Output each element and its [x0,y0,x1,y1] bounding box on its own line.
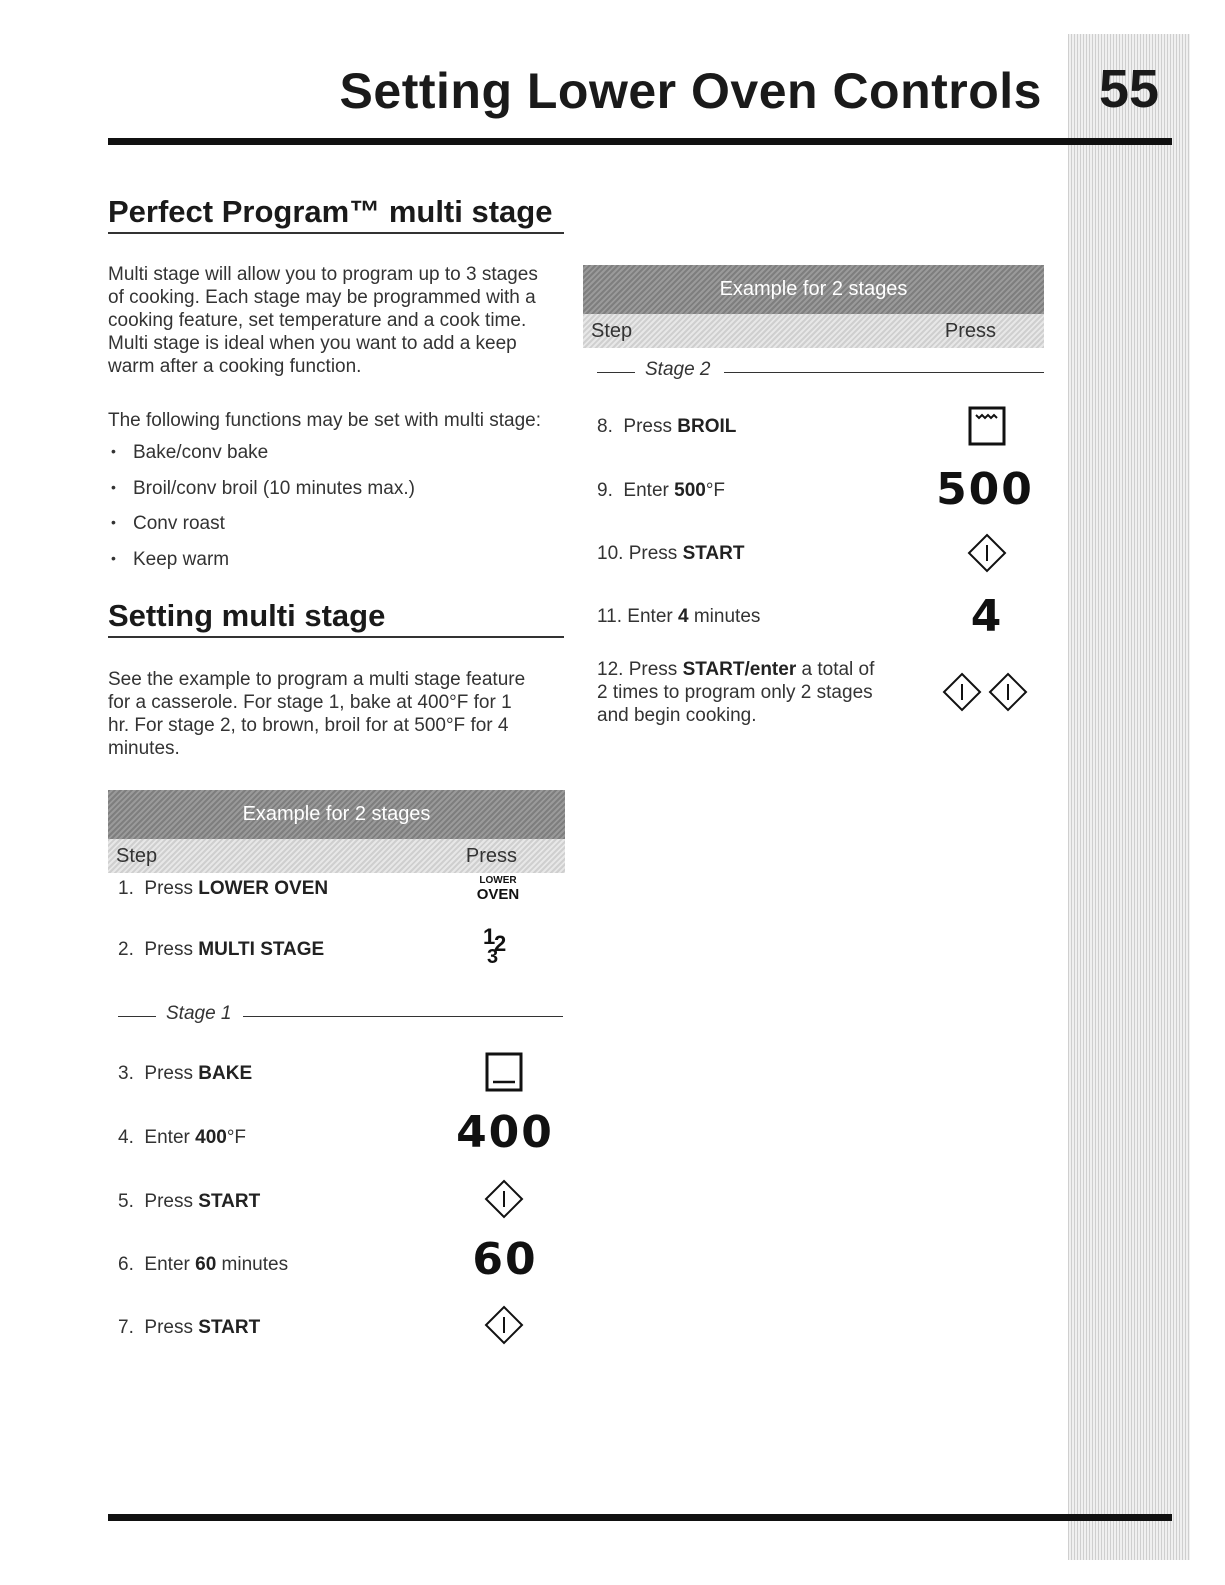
temperature-display: 500 [936,464,1034,515]
divider-line [118,1016,156,1017]
step-verb: Enter [623,480,669,501]
lower-oven-key-line2: OVEN [476,886,520,903]
example-table-stage-2 [583,265,1044,348]
step-row [597,543,744,565]
step-verb: Press [144,1317,193,1338]
stage-1-divider [118,1003,563,1026]
multi-stage-digit: 2 [494,931,507,956]
step-number: 5. [118,1191,134,1212]
start-key-icon [484,1179,524,1219]
step-key: 400 [195,1127,227,1148]
intro-line: cooking feature, set temperature and a cook time. [108,310,527,331]
list-item [108,513,568,549]
step-verb: Press [144,1063,193,1084]
intro-line: Multi stage is ideal when you want to add a keep [108,333,517,354]
lower-oven-key-line1: LOWER [479,875,517,886]
step-number: 10. [597,543,624,564]
step-key: START/enter [682,659,797,680]
intro-line: of cooking. Each stage may be programmed with a [108,287,536,308]
step-row [597,480,725,502]
step-row [118,1317,260,1339]
table-header: Example for 2 stages [108,790,565,839]
example-line: hr. For stage 2, to brown, broil for at 500°F for 4 [108,715,509,736]
step-number: 4. [118,1127,134,1148]
step-key: LOWER OVEN [198,878,329,899]
function-label: Conv roast [133,513,225,534]
example-paragraph [108,668,563,760]
broil-key-icon [968,406,1006,446]
step-column-header: Step [116,845,158,867]
function-label: Bake/conv bake [133,442,269,463]
table-header: Example for 2 stages [583,265,1044,314]
step-verb: Press [628,659,678,680]
step-verb: Enter [144,1254,190,1275]
step-verb: Press [144,1191,193,1212]
step-number: 2. [118,939,134,960]
bullet-icon: • [111,478,116,495]
step-line: 2 times to program only 2 stages [597,682,873,703]
intro-line: Multi stage will allow you to program up to 3 stages [108,264,538,285]
list-item [108,478,568,514]
step-suffix: minutes [688,606,761,627]
start-key-icon [967,533,1007,573]
bullet-icon: • [111,514,116,530]
divider-line [243,1016,563,1017]
step-row [597,658,917,727]
step-number: 11. [597,606,623,627]
start-key-icon [942,672,982,712]
start-key-icon [484,1305,524,1345]
bullet-icon: • [111,549,116,566]
step-row [118,939,324,961]
step-key: START [198,1317,261,1338]
top-divider [108,138,1172,145]
multi-stage-key-icon [483,924,523,970]
step-line [597,658,917,681]
function-label: Keep warm [133,548,230,570]
step-row [597,416,736,438]
divider-line [724,372,1044,373]
function-label: Broil/conv broil (10 minutes max.) [133,477,415,499]
time-display: 4 [970,591,1004,642]
step-key: START [682,543,745,564]
step-verb: Press [623,416,672,437]
step-column-header: Step [591,320,633,342]
step-suffix: °F [705,480,726,501]
step-number: 8. [597,416,613,437]
start-key-icon [988,672,1028,712]
step-number: 3. [118,1063,134,1084]
step-suffix: °F [226,1127,247,1148]
stage-label: Stage 2 [645,359,711,380]
step-key: BAKE [198,1063,253,1084]
step-row [118,1191,260,1213]
step-verb: Press [144,878,193,899]
intro-paragraph [108,263,568,378]
lower-oven-key [468,874,528,902]
temperature-display: 400 [456,1107,554,1158]
step-number: 7. [118,1317,134,1338]
step-key: MULTI STAGE [198,939,325,960]
step-key: 60 [195,1254,217,1275]
step-verb: Enter [627,606,673,627]
bullet-icon: • [111,443,116,459]
press-column-header: Press [465,845,517,867]
multi-stage-digit: 1 [483,924,496,949]
step-number: 12. [597,659,624,680]
table-column-headers [108,839,565,873]
step-verb: Press [628,543,678,564]
example-line: See the example to program a multi stage feature [108,669,526,690]
setting-multi-stage-heading: Setting multi stage [108,598,564,638]
step-row [118,1063,252,1085]
step-verb: Press [144,939,193,960]
step-key: 500 [674,480,706,501]
page-title: Setting Lower Oven Controls [339,63,1042,119]
multi-stage-digit: 3 [487,946,499,968]
list-item [108,442,568,478]
step-suffix: minutes [216,1254,289,1275]
step-number: 6. [118,1254,134,1275]
stage-2-divider [597,359,1044,382]
divider-line [597,372,635,373]
bake-key-icon [485,1052,523,1092]
step-row [118,1254,288,1276]
stage-label: Stage 1 [166,1003,232,1024]
intro-line: warm after a cooking function. [108,356,362,377]
list-item [108,549,568,585]
press-column-header: Press [944,320,996,342]
step-number: 1. [118,878,134,899]
bottom-divider [108,1514,1172,1521]
table-column-headers [583,314,1044,348]
example-line: minutes. [108,738,180,759]
step-number: 9. [597,480,613,501]
step-row [118,1127,246,1149]
step-key: BROIL [677,416,737,437]
time-display: 60 [472,1234,538,1285]
functions-lead-text: The following functions may be set with multi stage: [108,410,541,431]
page-sidebar-strip [1068,34,1190,1560]
step-key: 4 [678,606,689,627]
example-line: for a casserole. For stage 1, bake at 400°F for 1 [108,692,512,713]
step-suffix: a total of [796,659,875,680]
example-table-stage-1 [108,790,565,873]
step-key: START [198,1191,261,1212]
step-row [597,606,760,628]
step-line: and begin cooking. [597,705,757,726]
perfect-program-heading: Perfect Program™ multi stage [108,194,564,234]
functions-list [108,442,568,584]
step-verb: Enter [144,1127,190,1148]
page-number: 55 [1098,59,1160,119]
step-row [118,878,328,900]
